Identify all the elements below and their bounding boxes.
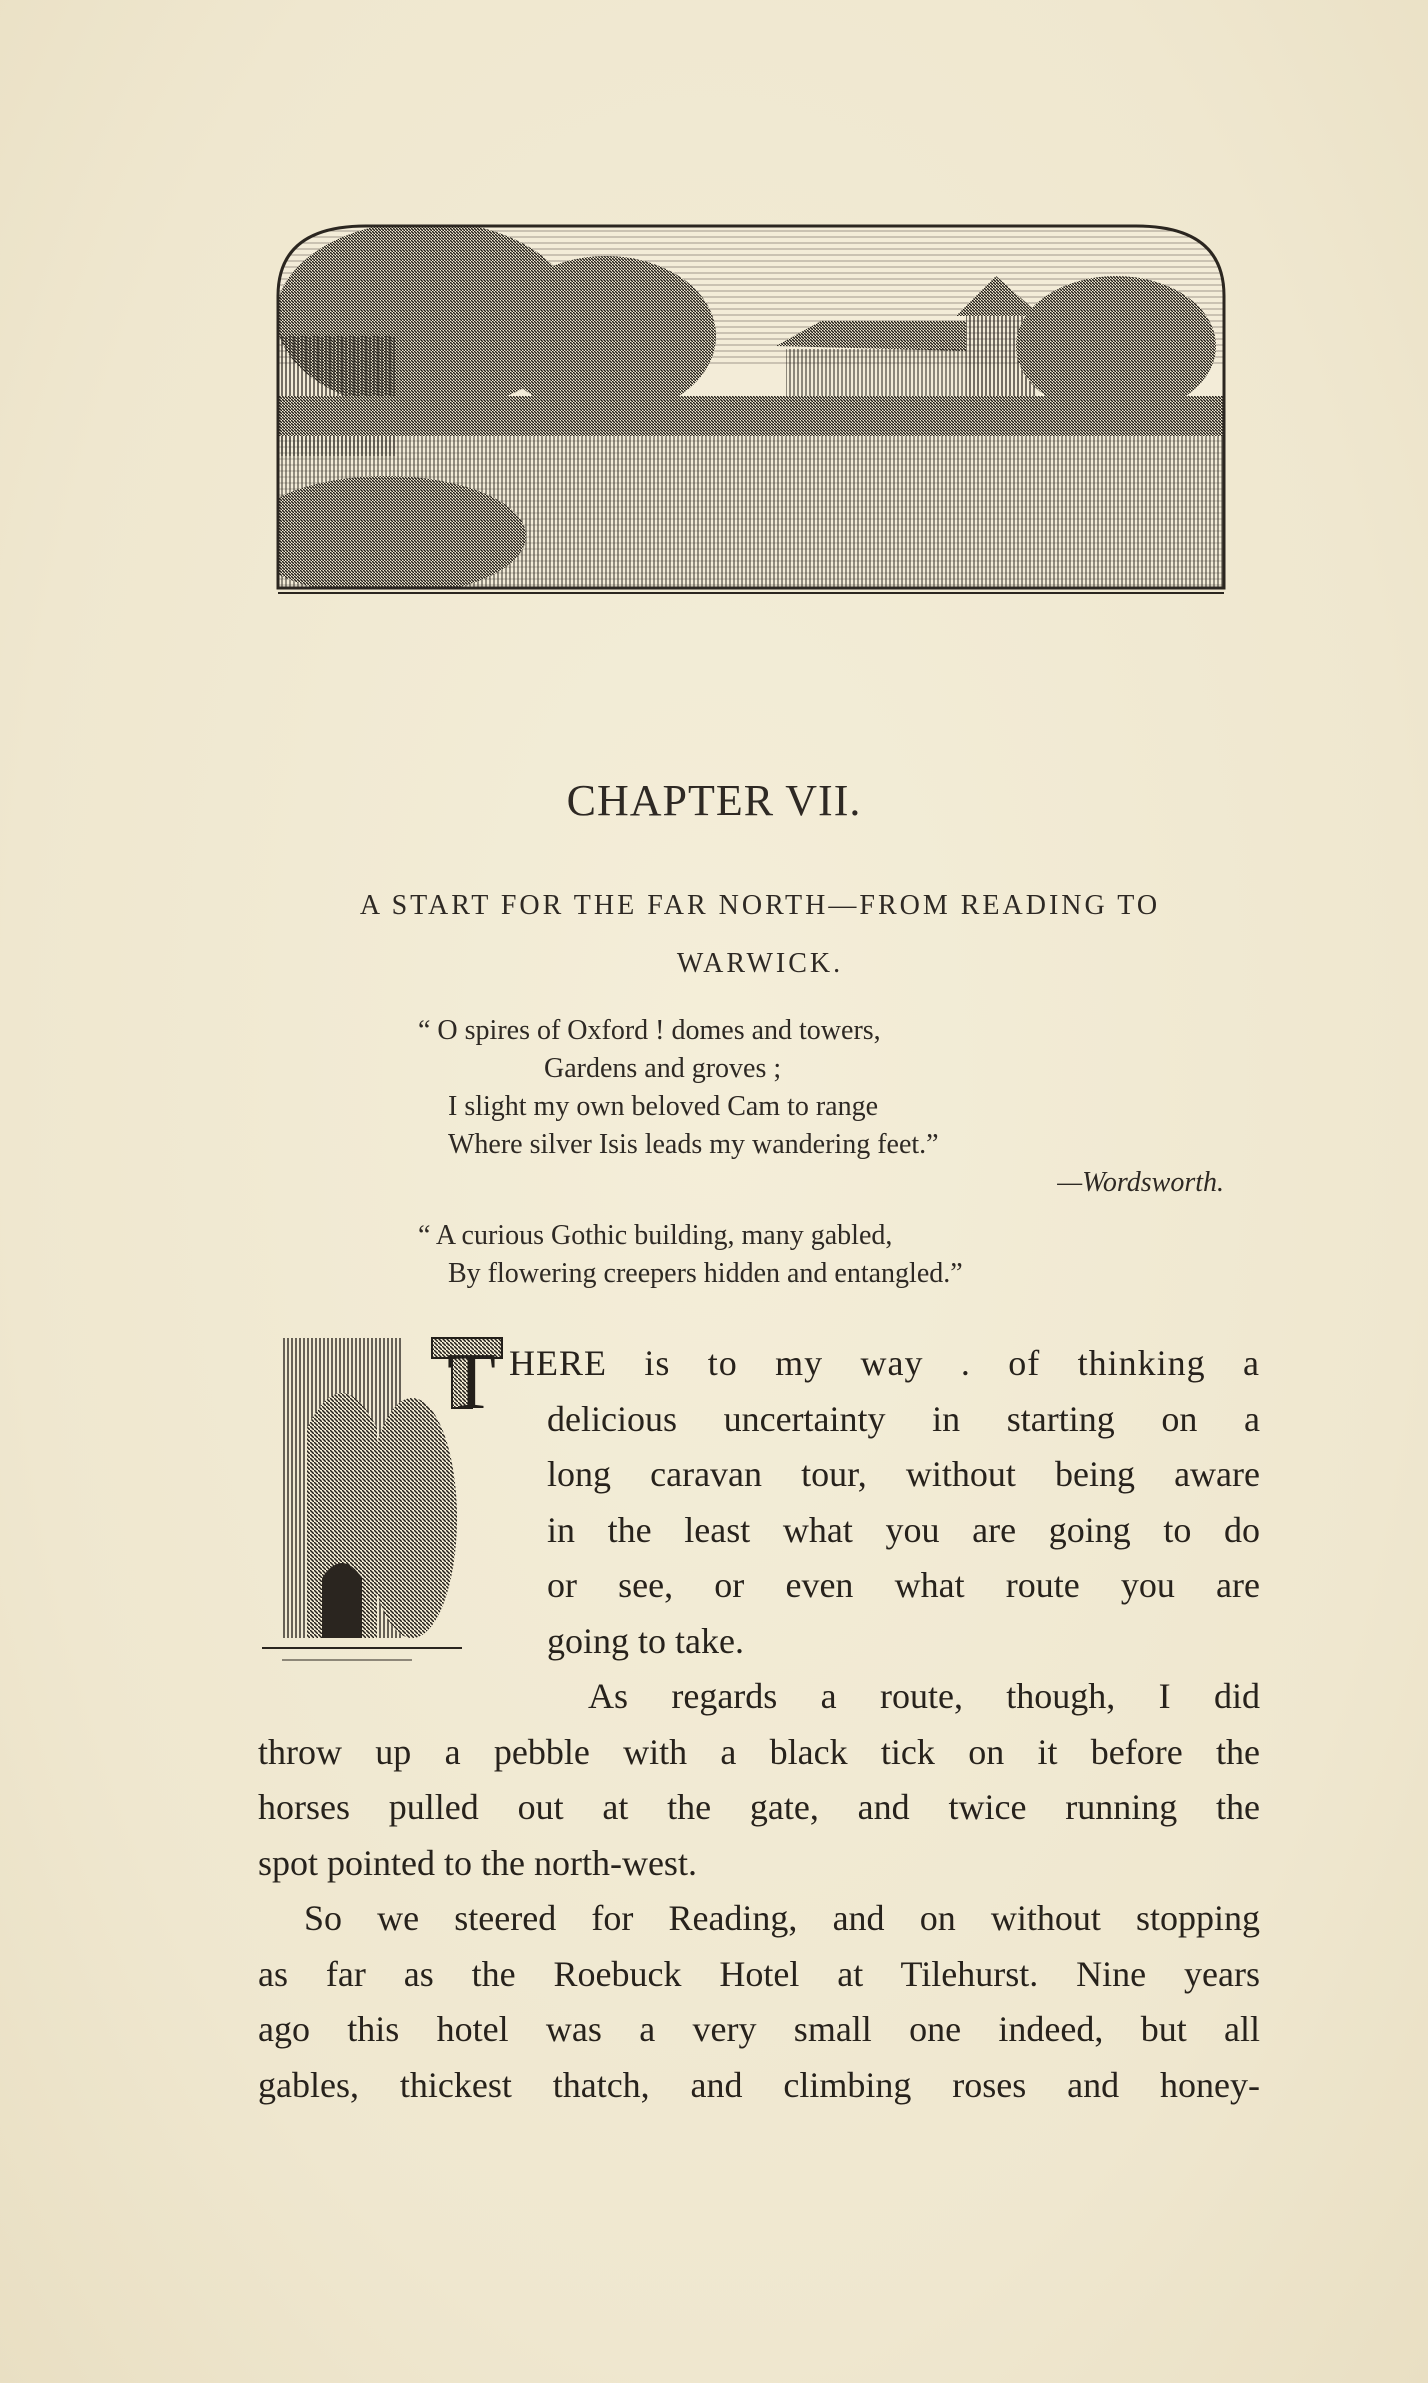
decorative-dropcap — [262, 1318, 512, 1698]
text-line: As regards a route, though, I did — [588, 1676, 1260, 1716]
epigraph-line: Where silver Isis leads my wandering feet.” — [448, 1129, 939, 1160]
text-line: throw up a pebble with a black tick on it before the — [258, 1731, 1260, 1772]
text-line: So we steered for Reading, and on without stopping — [304, 1898, 1260, 1938]
text-line: in the least what you are going to do — [547, 1509, 1260, 1550]
chapter-heading-line: WARWICK. — [676, 948, 844, 979]
text-line: gables, thickest thatch, and climbing roses and honey- — [258, 2064, 1260, 2105]
chapter-heading-line: A START FOR THE FAR NORTH—FROM READING TO — [359, 890, 1161, 921]
text-line: delicious uncertainty in starting on a — [547, 1398, 1260, 1439]
text-line: or see, or even what route you are — [547, 1565, 1260, 1605]
header-engraving — [276, 216, 1226, 596]
text-line: horses pulled out at the gate, and twice running the — [258, 1787, 1260, 1827]
epigraph-line: By flowering creepers hidden and entangled.” — [448, 1258, 963, 1289]
text-line: ago this hotel was a very small one indeed, but all — [258, 2009, 1260, 2049]
epigraph-attribution: —Wordsworth. — [1057, 1167, 1224, 1198]
text-line: spot pointed to the north-west. — [258, 1842, 697, 1883]
main-paragraphs — [258, 1669, 1260, 2113]
epigraph-line: “ A curious Gothic building, many gabled, — [418, 1220, 893, 1251]
epigraph-line: I slight my own beloved Cam to range — [448, 1091, 879, 1122]
text-line: going to take. — [547, 1620, 744, 1661]
epigraph-wordsworth — [418, 1012, 1228, 1202]
text-line: as far as the Roebuck Hotel at Tilehurst. Nine years — [258, 1953, 1260, 1994]
epigraph-gothic — [418, 1217, 1228, 1293]
gothic-ruin-dropcap-icon — [262, 1318, 512, 1698]
chapter-title: CHAPTER VII. — [566, 776, 862, 825]
epigraph-line: Gardens and groves ; — [544, 1053, 782, 1084]
chapter-heading — [290, 877, 1230, 993]
text-line: HERE is to my way . of thinking a — [509, 1343, 1260, 1383]
epigraph-line: “ O spires of Oxford ! domes and towers, — [418, 1015, 881, 1046]
river-church-engraving-icon — [276, 216, 1226, 596]
opening-paragraph — [505, 1336, 1260, 1669]
text-line: long caravan tour, without being aware — [547, 1454, 1260, 1494]
dropcap-letter: T — [447, 1338, 496, 1426]
